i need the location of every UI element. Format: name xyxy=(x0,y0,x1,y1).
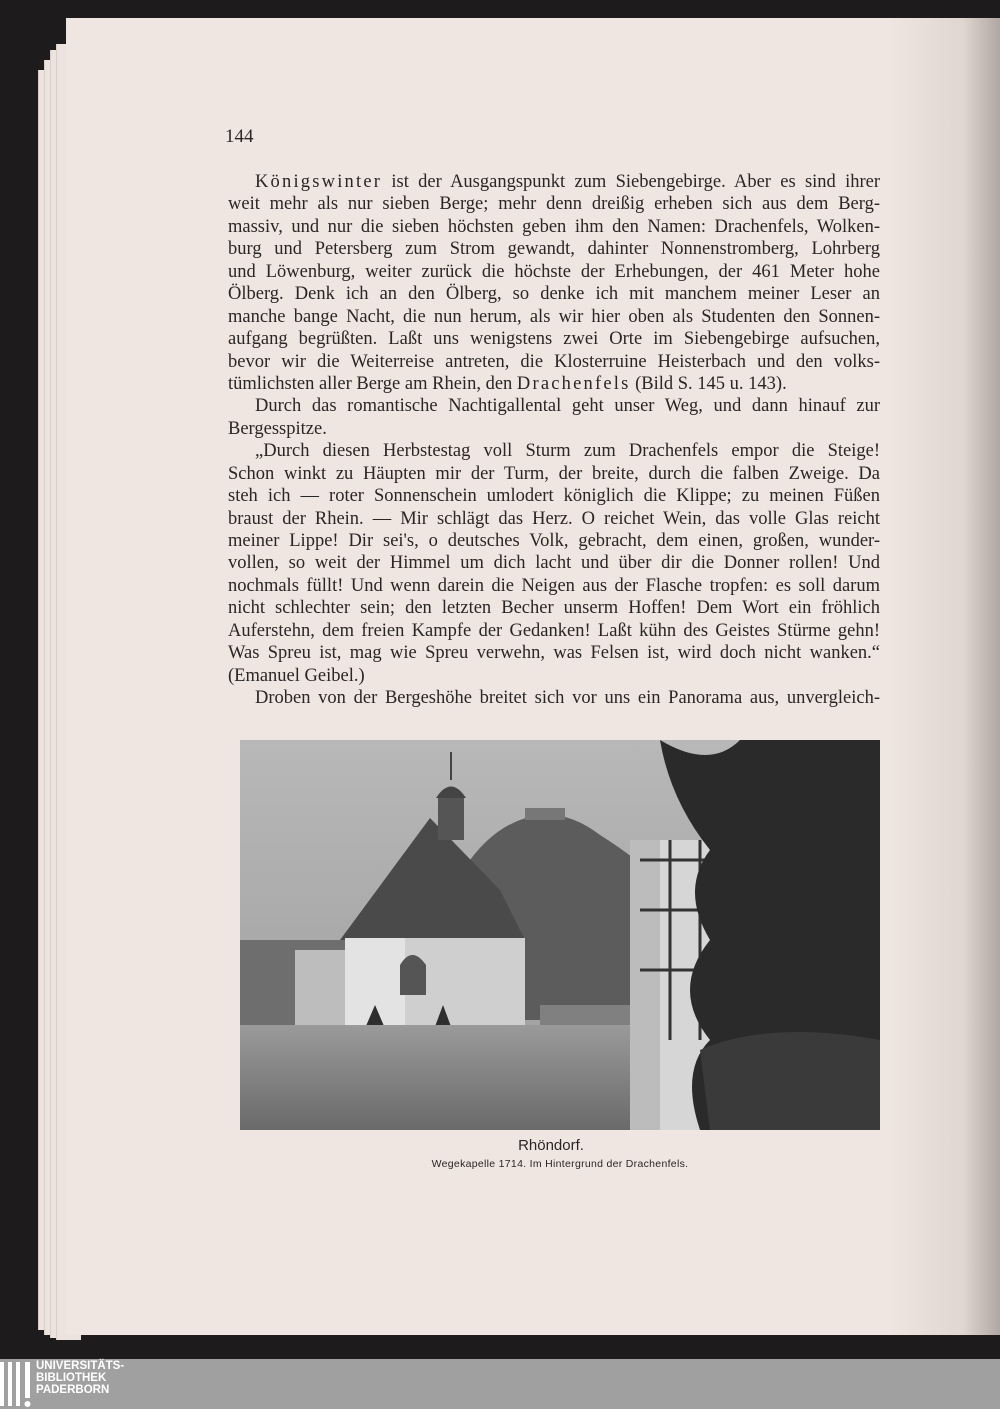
text-segment: burg und Petersberg zum Strom gewandt, dahinter Nonnenstromberg, Lohrberg xyxy=(228,239,880,260)
text-line xyxy=(228,687,880,709)
text-segment: braust der Rhein. — Mir schlägt das Herz. O reichet Wein, das volle Glas reicht xyxy=(228,508,880,529)
text-segment: manche bange Nacht, die nun herum, als wir hier oben als Studenten den Sonnen- xyxy=(228,306,880,327)
text-segment: steh ich — roter Sonnenschein umlodert königlich die Klippe; zu meinen Füßen xyxy=(228,486,880,507)
text-line xyxy=(228,418,880,440)
text-line xyxy=(228,261,880,283)
text-line xyxy=(228,216,880,238)
text-line xyxy=(228,665,880,687)
logo-line: PADERBORN xyxy=(36,1384,110,1396)
text-segment: nochmals füllt! Und wenn darein die Neigen aus der Flasche tropfen: es soll darum xyxy=(228,575,880,596)
figure-title: Rhöndorf. xyxy=(518,1137,584,1154)
text-segment: meiner Lippe! Dir sei's, o deutsches Volk, gebracht, dem einen, großen, wunder- xyxy=(228,531,880,551)
text-segment: aufgang begrüßten. Laßt uns wenigstens zwei Orte im Siebengebirge aufsuchen, xyxy=(228,329,880,350)
logo-line: BIBLIOTHEK xyxy=(36,1372,107,1384)
text-line xyxy=(228,463,880,485)
chapel-photo-image xyxy=(240,740,880,1130)
text-line xyxy=(228,238,880,260)
text-line xyxy=(228,306,880,328)
text-line xyxy=(228,395,880,417)
text-segment: Durch das romantische Nachtigallental geht unser Weg, und dann hinauf zur xyxy=(255,396,880,417)
text-segment: Droben von der Bergeshöhe breitet sich vor uns ein Panorama aus, unvergleich- xyxy=(255,688,880,709)
text-segment: Schon winkt zu Häupten mir der Turm, der breite, durch die falben Zweige. Da xyxy=(228,463,880,484)
text-segment: weit mehr als nur sieben Berge; mehr denn dreißig erheben sich aus dem Berg- xyxy=(228,194,880,215)
photograph-rhoendorf-chapel xyxy=(240,740,880,1130)
text-segment: (Emanuel Geibel.) xyxy=(228,665,365,686)
text-segment: tümlichsten aller Berge am Rhein, den xyxy=(228,373,517,394)
library-logo-text xyxy=(36,1360,124,1396)
text-segment: Auferstehn, dem freien Kampfe der Gedanken! Laßt kühn des Geistes Stürme gehn! xyxy=(228,620,880,641)
figure-caption: Wegekapelle 1714. Im Hintergrund der Drachenfels. xyxy=(431,1158,689,1170)
text-segment: nicht schlechter sein; den letzten Becher unserm Hoffen! Dem Wort ein fröhlich xyxy=(228,598,880,619)
text-line xyxy=(228,552,880,574)
library-footer-bar xyxy=(0,1359,1000,1409)
text-line xyxy=(228,193,880,215)
text-segment: ist der Ausgangspunkt zum Siebengebirge. Aber es sind ihrer xyxy=(382,172,880,192)
text-line xyxy=(228,351,880,373)
text-line xyxy=(228,575,880,597)
text-segment: bevor wir die Weiterreise antreten, die Klosterruine Heisterbach und den volks- xyxy=(228,351,880,372)
spaced-emphasis: Drachenfels xyxy=(516,373,631,394)
logo-line: UNIVERSITÄTS- xyxy=(36,1360,125,1372)
text-segment: Bergesspitze. xyxy=(228,418,327,439)
text-segment: und Löwenburg, weiter zurück die höchste der Erhebungen, der 461 Meter hohe xyxy=(228,261,880,282)
text-line xyxy=(228,283,880,305)
text-line xyxy=(228,642,880,664)
text-line xyxy=(228,373,880,395)
text-segment: massiv, und nur die sieben höchsten geben ihm den Namen: Drachenfels, Wolken- xyxy=(228,216,880,237)
text-segment: Was Spreu ist, mag wie Spreu verwehn, was Felsen ist, wird doch nicht wanken.“ xyxy=(228,643,880,664)
text-line xyxy=(228,328,880,350)
text-segment: „Durch diesen Herbstestag voll Sturm zum Drachenfels empor die Steige! xyxy=(255,441,880,462)
library-logo-icon xyxy=(0,1359,34,1409)
text-segment: Ölberg. Denk ich an den Ölberg, so denke ich mit manchem meiner Leser an xyxy=(228,284,880,305)
text-line xyxy=(228,620,880,642)
text-line xyxy=(228,485,880,507)
body-text xyxy=(228,171,880,710)
text-line xyxy=(228,440,880,462)
text-line xyxy=(228,597,880,619)
text-line xyxy=(228,530,880,552)
page-number: 144 xyxy=(225,126,254,147)
text-line xyxy=(228,171,880,193)
text-line xyxy=(228,508,880,530)
text-segment: vollen, so weit der Himmel um dich lacht und über dir die Donner rollen! Und xyxy=(228,553,880,574)
spaced-emphasis: Königswinter xyxy=(255,172,383,192)
text-segment: (Bild S. 145 u. 143). xyxy=(630,373,787,394)
